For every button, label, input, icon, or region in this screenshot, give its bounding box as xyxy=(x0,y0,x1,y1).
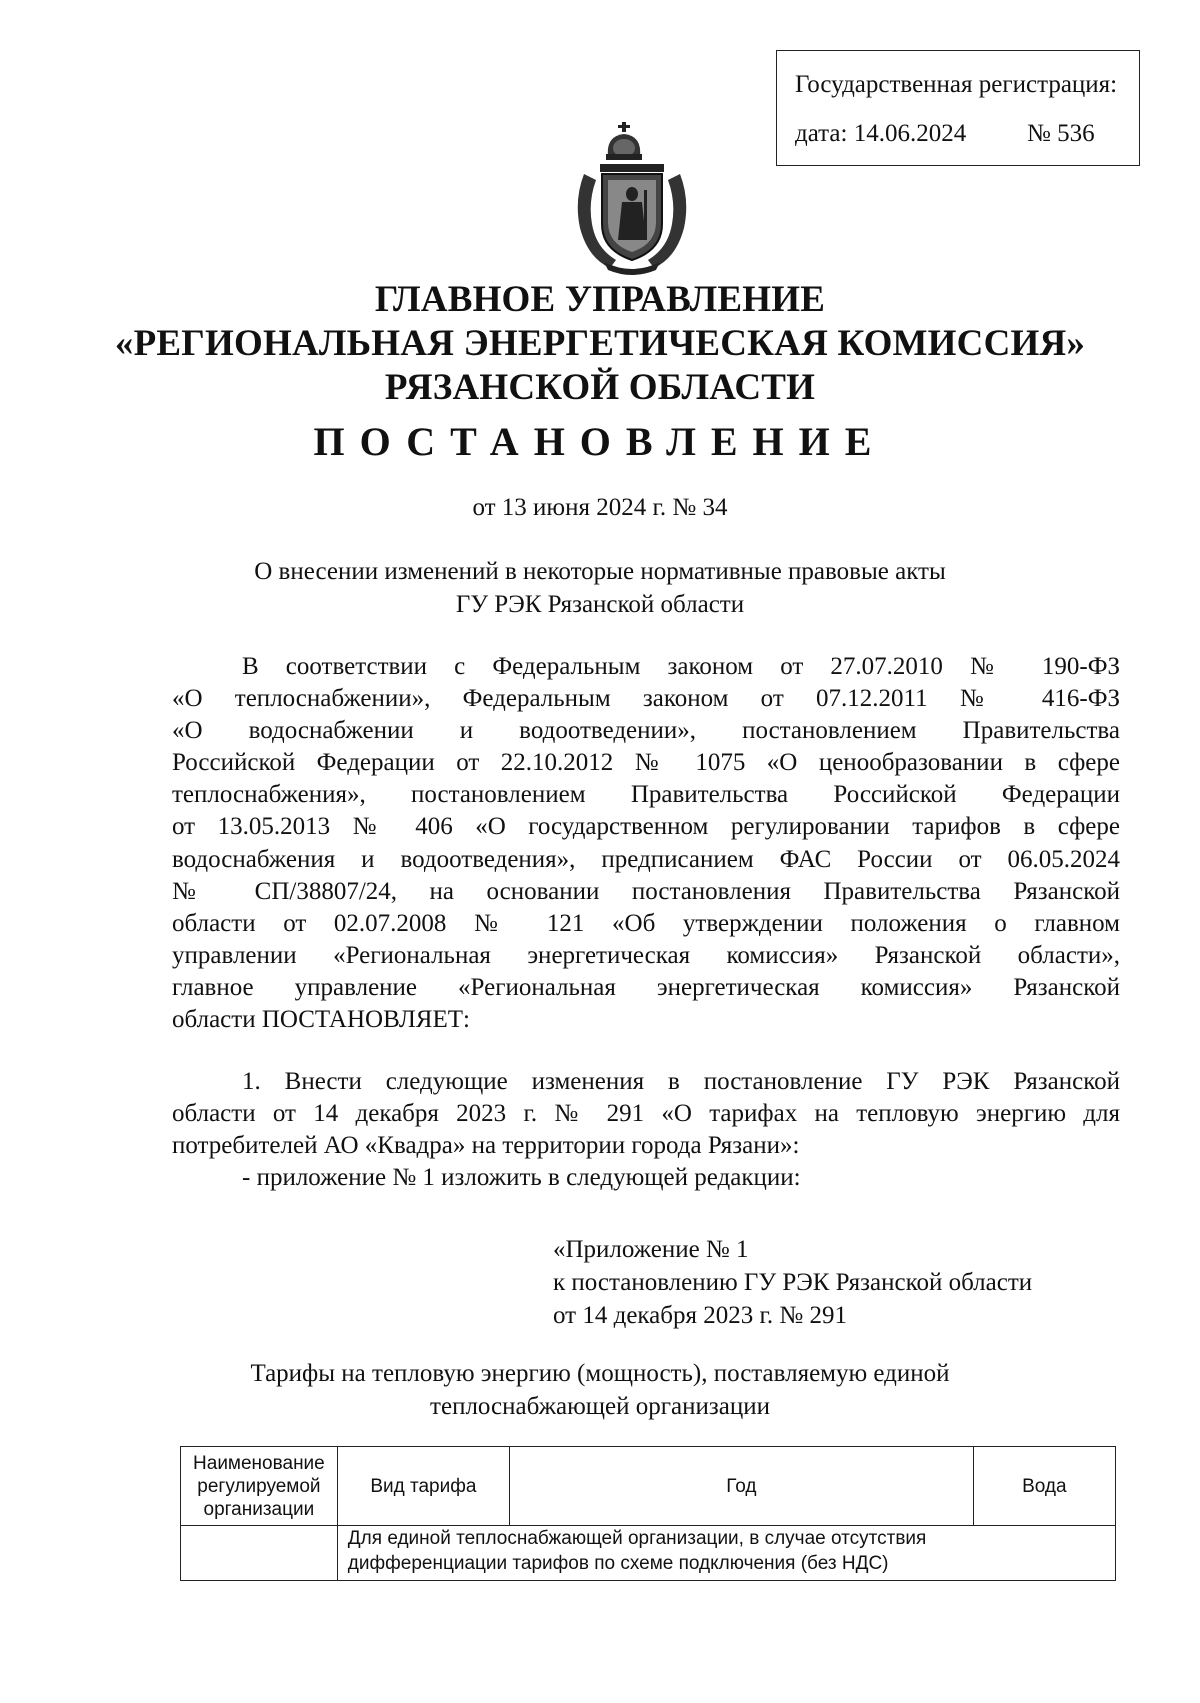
subject-line-2: ГУ РЭК Рязанской области xyxy=(455,591,745,618)
point-1-bullet: - приложение № 1 изложить в следующей редакции: xyxy=(242,1164,801,1192)
authority-line-3: РЯЗАНСКОЙ ОБЛАСТИ xyxy=(384,367,816,408)
preamble-line: области ПОСТАНОВЛЯЕТ: xyxy=(172,1006,470,1034)
preamble-line: Российской Федерации от 22.10.2012 № 1075 «О ценообразовании в сфере xyxy=(172,749,1120,777)
header-year: Год xyxy=(510,1447,974,1526)
tariff-table xyxy=(180,1446,1116,1581)
appendix-line-1: «Приложение № 1 xyxy=(553,1236,749,1263)
table-note-cell xyxy=(337,1526,1115,1581)
appendix-line-2: к постановлению ГУ РЭК Рязанской области xyxy=(553,1269,1033,1296)
preamble-paragraph xyxy=(172,651,1120,1036)
header-tariff-type: Вид тарифа xyxy=(337,1447,509,1526)
point-1-line: 1. Внести следующие изменения в постановление ГУ РЭК Рязанской xyxy=(242,1068,1120,1095)
authority-header xyxy=(0,278,1200,410)
table-row xyxy=(181,1526,1116,1581)
header-org-line: организации xyxy=(203,1498,315,1520)
registration-stamp xyxy=(776,50,1140,166)
document-subject xyxy=(0,555,1200,621)
preamble-line: водоснабжения и водоотведения», предписанием ФАС России от 06.05.2024 xyxy=(172,845,1120,873)
header-org-line: регулируемой xyxy=(197,1475,321,1497)
table-header-row xyxy=(181,1447,1116,1526)
preamble-line: главное управление «Региональная энергетическая комиссия» Рязанской xyxy=(172,973,1120,1001)
preamble-line: «О водоснабжении и водоотведении», постановлением Правительства xyxy=(172,717,1120,745)
point-1-paragraph xyxy=(172,1066,1120,1194)
preamble-line: области от 02.07.2008 № 121 «Об утверждении положения о главном xyxy=(172,909,1120,937)
table-cell-org xyxy=(181,1526,338,1581)
header-org xyxy=(181,1447,338,1526)
registration-title: Государственная регистрация: xyxy=(795,71,1118,98)
appendix-header xyxy=(553,1233,1032,1332)
document-type: ПОСТАНОВЛЕНИЕ xyxy=(313,419,887,464)
subject-line-1: О внесении изменений в некоторые нормативные правовые акты xyxy=(254,558,946,585)
preamble-line: управлении «Региональная энергетическая комиссия» Рязанской области», xyxy=(172,941,1120,969)
header-org-line: Наименование xyxy=(193,1452,325,1474)
registration-number: № 536 xyxy=(1027,120,1095,147)
point-1-line: потребителей АО «Квадра» на территории города Рязани»: xyxy=(172,1132,800,1160)
document-date-number: от 13 июня 2024 г. № 34 xyxy=(472,494,728,521)
header-water: Вода xyxy=(973,1447,1115,1526)
preamble-line: № СП/38807/24, на основании постановления Правительства Рязанской xyxy=(172,877,1120,905)
preamble-line: теплоснабжения», постановлением Правительства Российской Федерации xyxy=(172,781,1120,809)
preamble-line: от 13.05.2013 № 406 «О государственном регулировании тарифов в сфере xyxy=(172,813,1120,841)
tariff-table-title xyxy=(0,1357,1200,1423)
tariff-title-line-1: Тарифы на тепловую энергию (мощность), поставляемую единой xyxy=(250,1360,950,1387)
appendix-line-3: от 14 декабря 2023 г. № 291 xyxy=(553,1302,848,1329)
ryazan-coat-of-arms-icon xyxy=(570,120,694,276)
table-note-line: Для единой теплоснабжающей организации, в случае отсутствия xyxy=(347,1528,927,1549)
registration-date: дата: 14.06.2024 xyxy=(795,120,967,147)
authority-line-1: ГЛАВНОЕ УПРАВЛЕНИЕ xyxy=(374,279,826,320)
tariff-title-line-2: теплоснабжающей организации xyxy=(430,1393,770,1420)
table-note-line: дифференциации тарифов по схеме подключения (без НДС) xyxy=(347,1553,889,1574)
preamble-line: «О теплоснабжении», Федеральным законом от 07.12.2011 № 416-ФЗ xyxy=(172,685,1120,713)
preamble-line: В соответствии с Федеральным законом от 27.07.2010 № 190-ФЗ xyxy=(242,653,1120,680)
authority-line-2: «РЕГИОНАЛЬНАЯ ЭНЕРГЕТИЧЕСКАЯ КОМИССИЯ» xyxy=(114,323,1086,364)
point-1-line: области от 14 декабря 2023 г. № 291 «О тарифах на тепловую энергию для xyxy=(172,1100,1120,1128)
